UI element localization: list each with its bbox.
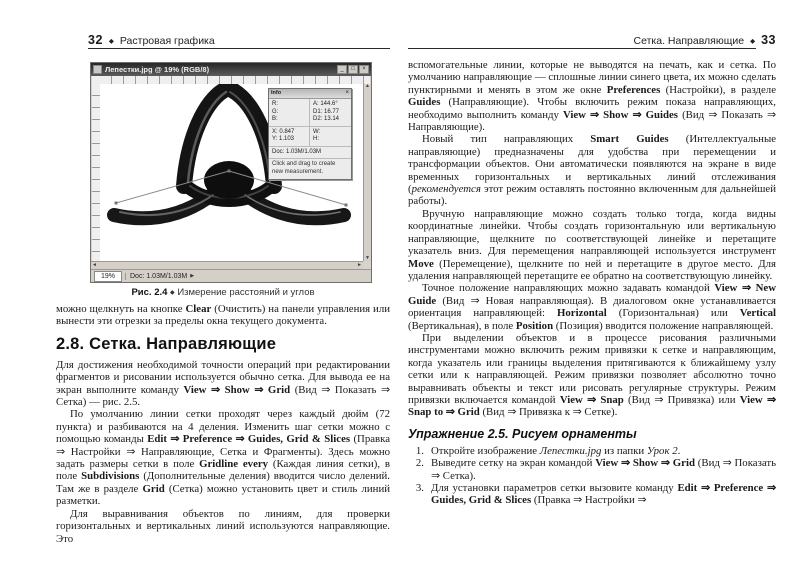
list-item-number: 3. xyxy=(415,482,424,494)
diamond-icon: ◆ xyxy=(750,38,756,45)
status-arrow-icon: ▶ xyxy=(190,273,195,279)
paragraph: Новый тип направляющих Smart Guides (Интеллектуальные направляющие) предназначены для удобства при перемещении и трансформации объектов. Они автоматически появляются на экране в виде временных горизонтальных и вертикальных линий отслеживания (рекомендуется этот режим оставлять постоянно включенным для дальнейшей работы). xyxy=(408,133,776,208)
status-doc-size: Doc: 1.03M/1.03M ▶ xyxy=(125,273,194,280)
close-icon: × xyxy=(345,89,349,96)
paragraph: Точное положение направляющих можно задавать командой View ⇒ New Guide (Вид ⇒ Новая направляющая). В диалоговом окне устанавливается ориентация направляющей: Horizontal (Горизонтальная) или Vertical (Вертикальная), в поле Position (Позиция) вводится положение направляющей. xyxy=(408,282,776,332)
minimize-icon: _ xyxy=(337,65,347,74)
scroll-left-icon: ◄ xyxy=(92,263,97,268)
zoom-level-field: 19% xyxy=(94,271,122,282)
diamond-icon: ◆ xyxy=(108,38,114,45)
info-palette-title: Info xyxy=(271,89,282,96)
list-item-text: Выведите сетку на экран командой View ⇒ Show ⇒ Grid (Вид ⇒ Показать ⇒ Сетка). xyxy=(431,457,776,482)
exercise-list xyxy=(408,445,776,507)
section-heading: 2.8. Сетка. Направляющие xyxy=(56,334,277,353)
figure-caption-text: Измерение расстояний и углов xyxy=(177,287,315,298)
scroll-down-icon: ▼ xyxy=(365,256,370,261)
size-readout: W: H: xyxy=(310,127,351,147)
running-head-right xyxy=(408,33,776,47)
paragraph: Для выравнивания объектов по линиям, для проверки горизонтальных и вертикальных линий используются направляющие. Это xyxy=(56,507,390,545)
diamond-icon: ◆ xyxy=(170,290,175,296)
info-palette-readouts xyxy=(269,99,351,147)
page-number-right: 33 xyxy=(761,33,776,47)
list-item-text: Для установки параметров сетки вызовите команду Edit ⇒ Preference ⇒ Guides, Grid & Slices (Правка ⇒ Настройки ⇒ xyxy=(431,482,776,507)
vertical-scrollbar xyxy=(363,84,371,261)
window-status-bar xyxy=(91,269,371,282)
info-palette xyxy=(268,88,352,180)
horizontal-scrollbar xyxy=(91,261,363,269)
paragraph: можно щелкнуть на кнопке Clear (Очистить) на панели управления или вынести эти отрезки за пределы окна текущего документа. xyxy=(56,303,390,328)
figure-caption-label: Рис. 2.4 xyxy=(131,287,168,298)
list-item xyxy=(408,457,776,482)
page-number-left: 32 xyxy=(88,33,103,47)
right-column xyxy=(408,59,776,507)
window-controls xyxy=(337,65,369,74)
figure-caption xyxy=(56,287,390,298)
document-icon xyxy=(93,65,102,74)
document-size-readout: Doc: 1.03M/1.03M xyxy=(269,147,351,160)
window-title-bar xyxy=(91,63,371,76)
figure-photoshop-window xyxy=(90,62,372,283)
scroll-right-icon: ► xyxy=(357,263,362,268)
paragraph: Вручную направляющие можно создать только тогда, когда видны координатные линейки. Чтобы создать горизонтальную или вертикальную направляющие, щелкните по соответствующей линейке и перетащите указатель вниз. Для перемещения направляющей используется инструмент Move (Перемещение), щелкните по ней и перетащите в другое место. Для удаления направляющей перетащите ее обратно на соответствующую линейку. xyxy=(408,207,776,282)
scroll-up-icon: ▲ xyxy=(365,84,370,89)
maximize-icon: □ xyxy=(348,65,358,74)
exercise-heading: Упражнение 2.5. Рисуем орнаменты xyxy=(408,426,637,441)
header-rule-left xyxy=(88,48,390,49)
list-item xyxy=(408,482,776,507)
window-title: Лепестки.jpg @ 19% (RGB/8) xyxy=(105,65,210,74)
color-readout: R: G: B: xyxy=(269,99,310,127)
ornament-center-knot xyxy=(204,161,254,199)
tool-hint-text: Click and drag to create new measurement. xyxy=(272,161,336,175)
running-title-left: Растровая графика xyxy=(119,35,215,47)
angle-distance-readout: A: 144.6° D1: 16.77 D2: 13.14 xyxy=(310,99,351,127)
running-title-right: Сетка. Направляющие xyxy=(633,35,745,47)
header-rule-right xyxy=(408,48,756,49)
list-item-number: 2. xyxy=(415,457,424,470)
running-head-left xyxy=(88,33,215,47)
left-column xyxy=(56,303,390,545)
list-item-text: Откройте изображение Лепестки.jpg из папки Урок 2. xyxy=(431,444,681,457)
info-palette-title-bar xyxy=(269,89,351,99)
close-icon: × xyxy=(359,65,369,74)
paragraph: вспомогательные линии, которые не выводятся на печать, как и сетка. По умолчанию направляющие — сплошные линии синего цвета, их можно сделать пунктирными и менять в этом же окне Preferences (Настройки), в разделе Guides (Направляющие). Чтобы включить режим показа направляющих, необходимо выполнить команду View ⇒ Show ⇒ Guides (Вид ⇒ Показать ⇒ Направляющие). xyxy=(408,59,776,134)
paragraph: По умолчанию линии сетки проходят через каждый дюйм (72 пункта) и разбиваются на 4 деления. Изменить шаг сетки можно с помощью команды Edit ⇒ Preference ⇒ Guides, Grid & Slices (Правка ⇒ Настройки ⇒ Направляющие, Сетка и Фрагменты). Здесь можно задать размеры сетки в поле Gridline every (Каждая линия сетки), в поле Subdivisions (Дополнительные деления) вводится число делений. Там же в разделе Grid (Сетка) можно установить цвет и стиль линий разметки. xyxy=(56,408,390,508)
paragraph: При выделении объектов и в процессе рисования различными инструментами можно включить режим привязки к сетке и направляющим, когда указатель или границы выделения притягиваются к ближайшему узлу сетки или к направляющей. Режим привязки позволяет абсолютно точно выравнивать объекты и текст или рисовать регулярные структуры. Режим привязки включается командой View ⇒ Snap (Вид ⇒ Привязка) или View ⇒ Snap to ⇒ Grid (Вид ⇒ Привязка к ⇒ Сетке). xyxy=(408,331,777,419)
cursor-position-readout: X: 0.847 Y: 1.103 xyxy=(269,127,310,147)
list-item xyxy=(408,445,776,457)
paragraph: Для достижения необходимой точности операций при редактировании фрагментов и рисовании используется обычно сетка. Для вывода ее на экран выполните команду View ⇒ Show ⇒ Grid (Вид ⇒ Показать ⇒ Сетка) — рис. 2.5. xyxy=(56,358,390,409)
list-item-number: 1. xyxy=(415,444,424,457)
image-canvas xyxy=(100,84,363,261)
